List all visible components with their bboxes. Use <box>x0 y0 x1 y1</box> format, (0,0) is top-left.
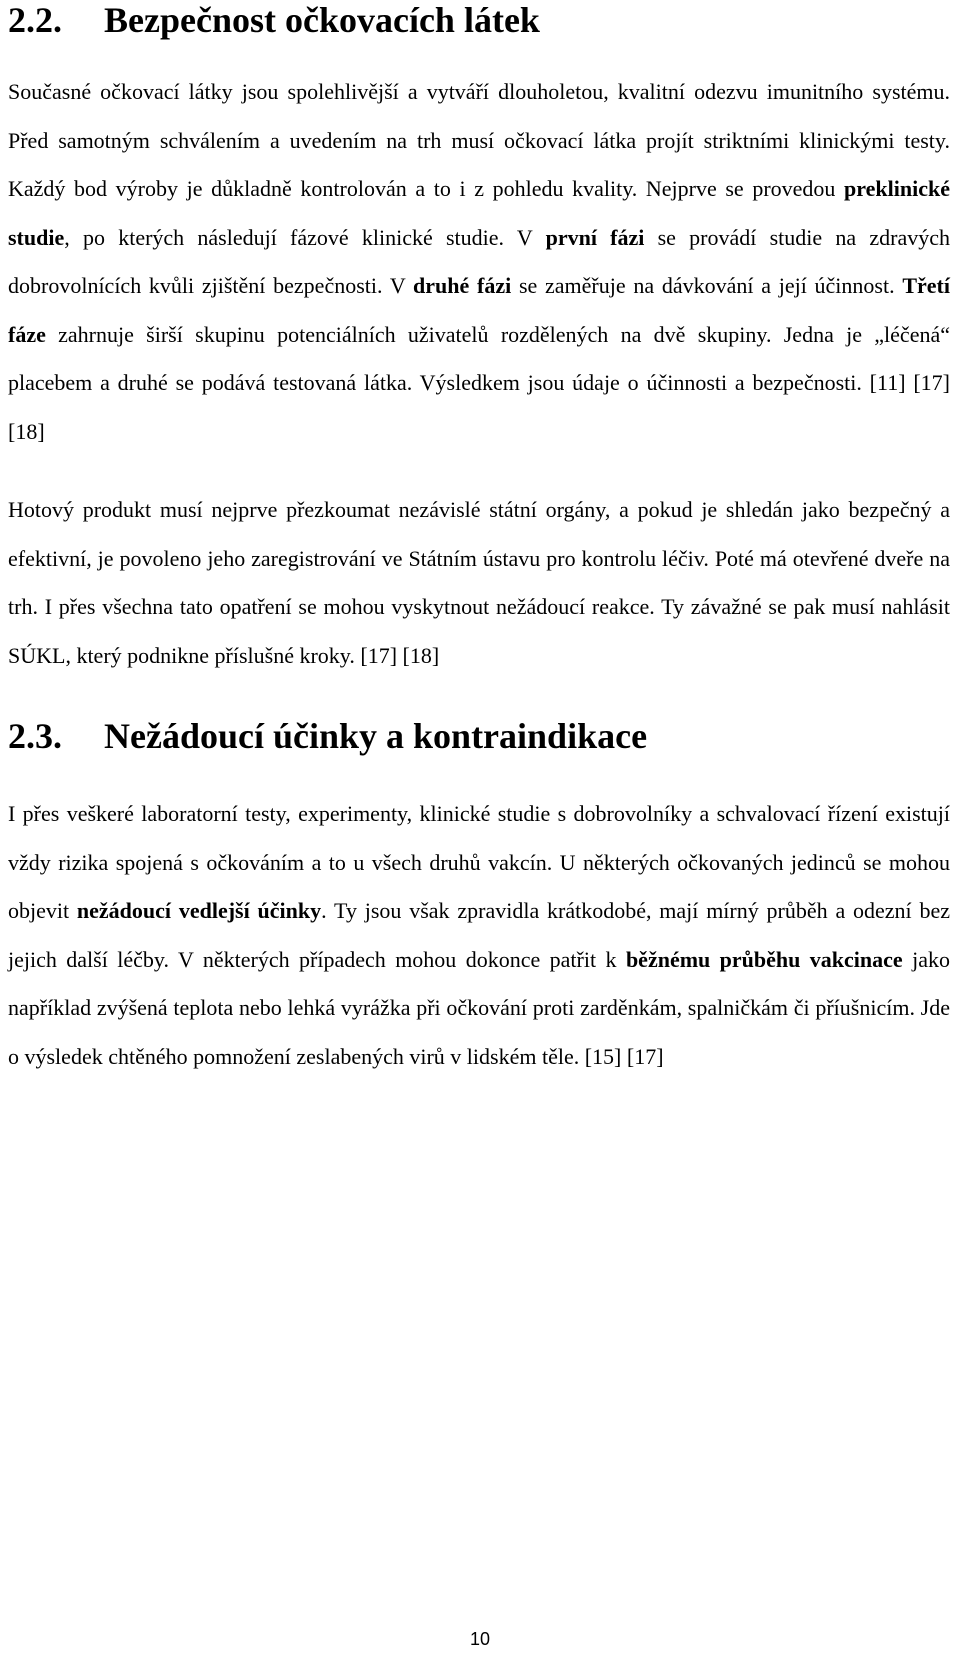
bold-term-normal-vaccination-course: běžnému průběhu vakcinace <box>625 946 903 972</box>
page-number: 10 <box>469 1629 491 1649</box>
section-title: Bezpečnost očkovacích látek <box>104 0 540 40</box>
text-run: zahrnuje širší skupinu potenciálních uživatelů rozdělených na dvě skupiny. Jedna je „léčená“ placebem a druhé se podává testovaná látka. Výsledkem jsou údaje o účinnosti a bezpečnosti. [11] [17] [18] <box>8 321 950 444</box>
text-run: , po kterých následují fázové klinické studie. V <box>64 224 546 250</box>
text-run: jako například zvýšená teplota nebo lehká vyrážka při očkování proti zarděnkám, spalničkám či příušnicím. Jde o výsledek chtěného pomnožení zeslabených virů v lidském těle. [15] [17] <box>8 946 950 1069</box>
text-run: I přes veškeré laboratorní testy, experimenty, klinické studie s dobrovolníky a schvalovací řízení existují vždy rizika spojená s očkováním a to u všech druhů vakcín. U některých očkovaných jedinců se mohou objevit <box>8 801 950 923</box>
paragraph-product-approval: Hotový produkt musí nejprve přezkoumat nezávislé státní orgány, a pokud je shledán jako bezpečný a efektivní, je povoleno jeho zaregistrování ve Státním ústavu pro kontrolu léčiv. Poté má otevřené dveře na trh. I přes všechna tato opatření se mohou vyskytnout nežádoucí reakce. Ty závažné se pak musí nahlásit SÚKL, který podnikne příslušné kroky. [17] [18] <box>8 497 950 668</box>
bold-term-second-phase: druhé fázi <box>413 273 512 298</box>
section-number: 2.3. <box>8 716 62 756</box>
section-heading-2-3 <box>8 716 950 756</box>
text-run: Současné očkovací látky jsou spolehlivější a vytváří dlouholetou, kvalitní odezvu imunitního systému. Před samotným schválením a uvedením na trh musí očkovací látka projít striktními klinickými testy. Každý bod výroby je důkladně kontrolován a to i z pohledu kvality. Nejprve se provedou <box>8 79 950 201</box>
section-title: Nežádoucí účinky a kontraindikace <box>104 716 648 756</box>
paragraph-vaccine-safety <box>8 68 950 456</box>
bold-term-third-phase: Třetí fáze <box>8 273 950 347</box>
text-run: . Ty jsou však zpravidla krátkodobé, mají mírný průběh a odezní bez jejich další léčby. V některých případech mohou dokonce patřit k <box>8 898 951 972</box>
text-run: se provádí studie na zdravých dobrovolnících kvůli zjištění bezpečnosti. V <box>8 224 950 298</box>
bold-term-side-effects: nežádoucí vedlejší účinky <box>76 898 322 923</box>
bold-term-first-phase: první fázi <box>545 224 645 250</box>
section-number: 2.2. <box>8 0 62 40</box>
bold-term-preclinical-studies: preklinické studie <box>8 176 950 250</box>
section-heading-2-2 <box>8 0 950 40</box>
document-page <box>8 0 950 1081</box>
text-run: se zaměřuje na dávkování a její účinnost. <box>511 273 903 298</box>
paragraph-side-effects <box>8 790 950 1081</box>
